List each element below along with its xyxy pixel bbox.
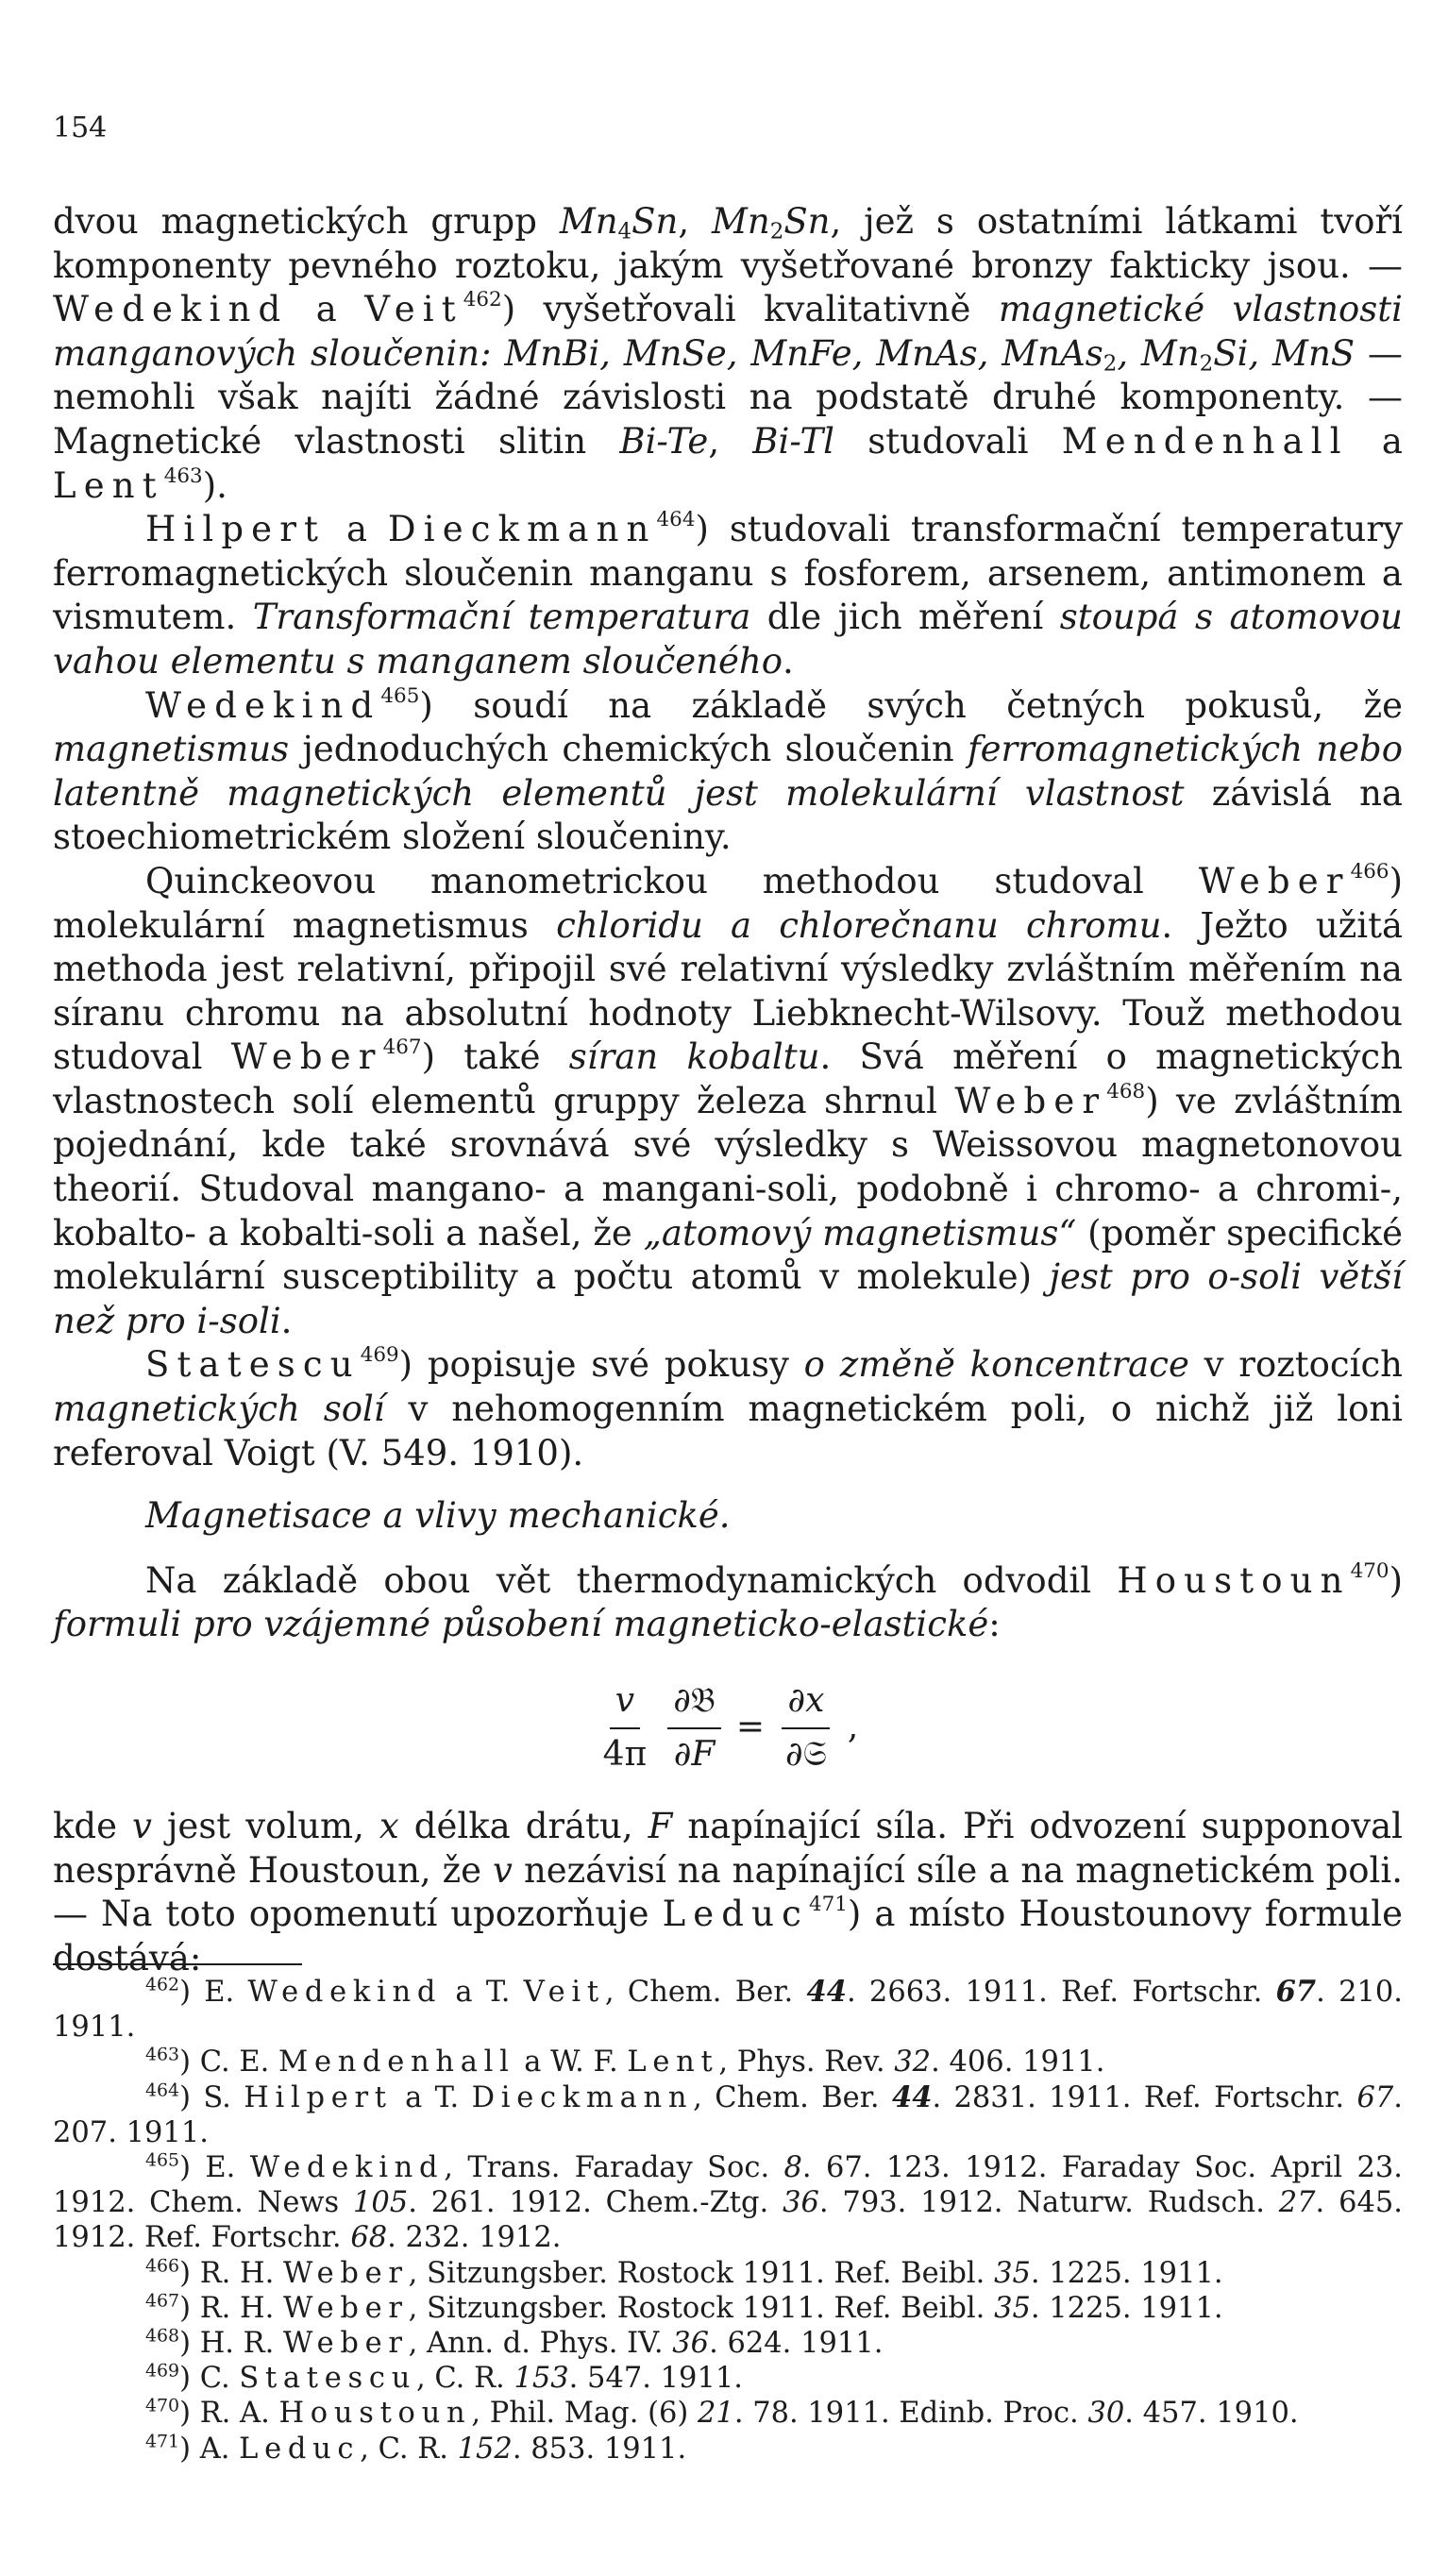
footnote: [53, 2291, 1403, 2326]
text-run: ) také: [421, 1036, 569, 1078]
text-run: stoupá s atomovou vahou elementu s manganem sloučeného: [53, 597, 1404, 682]
text-run: . 457. 1910.: [1124, 2397, 1299, 2431]
footnote: [53, 2045, 1403, 2079]
paragraph: [53, 1559, 1403, 1647]
text-run: S.: [191, 2080, 244, 2114]
footnote-ref: 466: [1350, 859, 1389, 884]
text-run: . 645. 1912. Ref. Fortschr.: [53, 2186, 1403, 2255]
author-name: Weber: [283, 2256, 409, 2290]
footnote-ref: 468: [1106, 1079, 1146, 1103]
text-run: C.: [191, 2362, 240, 2396]
text-run: . 67. 123. 1912. Faraday Soc. April 23. 1912. Chem. News: [53, 2151, 1403, 2220]
footnote-mark: 471: [145, 2431, 180, 2452]
author-name: Weber: [283, 2327, 409, 2361]
text-run: , Phys. Rev.: [718, 2046, 895, 2079]
text-run: , Ann. d. Phys. IV.: [408, 2327, 673, 2361]
text-run: ) studovali transformační temperatury ferromagnetických sloučenin manganu s fosforem, arsenem, antimonem a vismutem.: [53, 509, 1403, 638]
author-name: Lent: [627, 2046, 719, 2079]
text-run: v nehomogenním magnetickém poli, o nichž již loni referoval Voigt (V. 549. 1910).: [53, 1389, 1404, 1473]
formula-equals: =: [735, 1708, 765, 1747]
text-run: a: [326, 509, 388, 550]
text-run: o změně koncentrace: [803, 1344, 1189, 1386]
paragraph: [53, 1343, 1403, 1475]
text-run: 8: [783, 2151, 802, 2185]
text-run: 21: [698, 2397, 734, 2431]
paragraph: [53, 684, 1403, 860]
text-run: . 1225. 1911.: [1030, 2256, 1223, 2290]
text-run: 4: [617, 219, 632, 244]
text-run: C. E.: [191, 2046, 278, 2079]
text-run: dvou magnetických grupp: [53, 201, 560, 242]
footnote-mark: 467: [145, 2290, 180, 2312]
text-run: , Phil. Mag. (6): [471, 2397, 698, 2431]
text-run: 35: [994, 2291, 1031, 2325]
footnotes: [53, 1975, 1403, 2467]
text-run: H. R.: [191, 2327, 284, 2361]
text-run: a T.: [442, 1976, 524, 2009]
body-text: [53, 200, 1403, 1981]
author-name: Leduc: [239, 2432, 361, 2466]
text-run: 67: [1356, 2080, 1394, 2114]
text-run: Mn: [712, 201, 770, 242]
formula-f1-num: v: [610, 1679, 640, 1729]
text-run: A.: [191, 2432, 240, 2466]
text-run: napínající síla. Při odvození supponoval nesprávně Houstoun, že: [53, 1806, 1404, 1891]
paragraphs-end: [53, 1805, 1403, 1980]
formula-f3-num: ∂x: [782, 1679, 830, 1729]
text-run: , Trans. Faraday Soc.: [444, 2151, 784, 2185]
text-run: 2: [1199, 351, 1214, 377]
text-run: ,: [678, 201, 712, 242]
text-run: R. H.: [191, 2256, 284, 2290]
footnote-paren: ): [179, 2080, 191, 2114]
footnote: [53, 2396, 1403, 2431]
author-name: Houstoun: [278, 2397, 472, 2431]
paragraph: [53, 508, 1403, 683]
text-run: a: [288, 289, 365, 330]
text-run: . 2831. 1911. Ref. Fortschr.: [932, 2080, 1357, 2114]
author-name: Statescu: [239, 2362, 417, 2396]
text-run: .: [280, 1300, 293, 1341]
text-run: ): [1389, 1559, 1403, 1601]
text-run: . 210. 1911.: [53, 1976, 1403, 2045]
footnote: [53, 1975, 1403, 2045]
footnote: [53, 2361, 1403, 2396]
author-name: Veit: [364, 289, 463, 330]
formula-f3-den: ∂𝔖: [785, 1734, 827, 1774]
text-run: Transformační temperatura: [252, 597, 751, 638]
text-run: . 2663. 1911. Ref. Fortschr.: [846, 1976, 1276, 2009]
text-run: . Svá měření o magnetických vlastnostech solí elementů gruppy železa shrnul: [53, 1036, 1403, 1121]
footnote-paren: ): [179, 2397, 191, 2431]
author-name: Weber: [954, 1080, 1107, 1121]
text-run: ) molekulární magnetismus: [53, 860, 1403, 946]
footnote-ref: 471: [808, 1893, 848, 1917]
text-run: , C. R.: [360, 2432, 458, 2466]
text-run: ) soudí na základě svých četných pokusů, že: [419, 684, 1403, 726]
text-run: 36: [783, 2186, 819, 2220]
text-run: , Sitzungsber. Rostock 1911. Ref. Beibl.: [408, 2291, 995, 2325]
text-run: ) a místo Houstounovy formule dostává:: [53, 1894, 1403, 1978]
footnote-ref: 469: [360, 1343, 399, 1368]
text-run: , C. R.: [416, 2362, 514, 2396]
footnote-ref: 463: [163, 463, 203, 488]
text-run: ) vyšetřovali kvalitativně: [501, 289, 999, 330]
footnote-paren: ): [179, 2362, 191, 2396]
formula-fraction-3: [780, 1679, 833, 1776]
text-run: E.: [191, 1976, 248, 2009]
footnote-paren: ): [179, 2327, 191, 2361]
formula-trailing-comma: ,: [847, 1708, 859, 1747]
paragraph: [53, 1805, 1403, 1980]
text-run: délka drátu,: [398, 1806, 648, 1847]
author-name: Dieckmann: [471, 2080, 694, 2114]
text-run: nezávisí na napínající síle a na magnetickém poli. — Na toto opomenutí upozorňuje: [53, 1849, 1403, 1935]
text-run: 27: [1278, 2186, 1316, 2220]
footnote: [53, 2256, 1403, 2291]
text-run: dle jich měření: [750, 597, 1060, 638]
footnote-mark: 470: [145, 2396, 180, 2417]
author-name: Wedekind: [249, 2151, 445, 2185]
footnote-paren: ): [179, 2256, 191, 2290]
text-run: 30: [1087, 2397, 1125, 2431]
footnote-mark: 463: [145, 2045, 180, 2066]
text-run: 44: [891, 2079, 933, 2114]
author-name: Wedekind: [145, 684, 381, 726]
text-run: jest pro o-soli větší než pro i-soli: [53, 1256, 1403, 1341]
text-run: jednoduchých chemických sloučenin: [289, 729, 968, 770]
text-run: x: [379, 1806, 399, 1847]
text-run: , Chem. Ber.: [604, 1976, 807, 2009]
paragraph: [53, 860, 1403, 1344]
text-run: 36: [672, 2327, 710, 2361]
text-run: 35: [994, 2256, 1031, 2290]
footnote-ref: 464: [656, 508, 696, 532]
text-run: :: [988, 1604, 1001, 1645]
author-name: Weber: [230, 1036, 383, 1078]
text-run: 105: [352, 2186, 409, 2220]
text-run: v: [493, 1849, 513, 1891]
text-run: . 624. 1911.: [709, 2327, 884, 2361]
text-run: Bi-Tl: [752, 420, 835, 462]
text-run: v roztocích: [1188, 1344, 1403, 1386]
text-run: ,: [708, 420, 753, 462]
text-run: . 1225. 1911.: [1030, 2291, 1223, 2325]
footnote: [53, 2326, 1403, 2361]
paragraph: [53, 200, 1403, 508]
text-run: magnetické vlastnosti manganových sloučenin: MnBi, MnSe, MnFe, MnAs, MnAs: [53, 289, 1403, 374]
page-number: 154: [53, 111, 108, 144]
footnote-mark: 466: [145, 2255, 180, 2277]
text-run: Sn: [783, 201, 831, 242]
author-name: Weber: [283, 2291, 409, 2325]
text-run: ).: [202, 464, 227, 506]
text-run: .: [782, 640, 794, 682]
footnote-paren: ): [179, 2432, 191, 2466]
footnote-ref: 470: [1350, 1558, 1389, 1583]
footnote-paren: ): [179, 2151, 191, 2185]
formula-fraction-2: [667, 1679, 721, 1776]
footnote-paren: ): [179, 2291, 191, 2325]
text-run: jest volum,: [151, 1806, 379, 1847]
footnote-ref: 465: [380, 683, 420, 708]
text-run: závislá na stoechiometrickém složení sloučeniny.: [53, 772, 1403, 858]
text-run: R. H.: [191, 2291, 284, 2325]
text-run: ) popisuje své pokusy: [398, 1344, 804, 1386]
text-run: . 78. 1911. Edinb. Proc.: [733, 2397, 1088, 2431]
formula-f2-num: ∂𝔅: [667, 1679, 721, 1729]
text-run: . 853. 1911.: [512, 2432, 687, 2466]
text-run: Mn: [559, 201, 618, 242]
author-name: Statescu: [145, 1344, 361, 1386]
author-name: Dieckmann: [387, 509, 657, 550]
text-run: 153: [514, 2362, 569, 2396]
footnote-separator: [53, 1963, 302, 1965]
author-name: Houstoun: [1117, 1559, 1351, 1601]
footnote-mark: 465: [145, 2149, 180, 2171]
text-run: E.: [191, 2151, 250, 2185]
text-run: 68: [350, 2221, 388, 2255]
text-run: chloridu a chlorečnanu chromu: [556, 904, 1162, 946]
text-run: 32: [894, 2046, 932, 2079]
text-run: ) ve zvláštním pojednání, kde také srovnává své výsledky s Weissovou magnetonovou theorií. Studoval mangano- a mangani-soli, podobně i chromo- a chromi-, kobalto- a kobalti-soli a našel, že: [53, 1080, 1404, 1254]
text-run: 2: [1103, 351, 1118, 377]
footnote-mark: 462: [145, 1974, 180, 1995]
text-run: , Sitzungsber. Rostock 1911. Ref. Beibl.: [408, 2256, 995, 2290]
text-run: . Ježto užitá methoda jest relativní, připojil své relativní výsledky zvláštním měřením na síranu chromu na absolutní hodnoty Liebknecht-Wilsovy. Touž methodou studoval: [53, 904, 1403, 1078]
section-heading: Magnetisace a vlivy mechanické.: [145, 1495, 731, 1537]
text-run: 2: [769, 219, 784, 244]
text-run: „atomový magnetismus“: [643, 1212, 1077, 1254]
footnote-mark: 468: [145, 2325, 180, 2347]
text-run: Na základě obou vět thermodynamických odvodil: [145, 1559, 1118, 1601]
author-name: Weber: [1198, 860, 1351, 901]
text-run: studovali: [834, 420, 1062, 462]
footnote-ref: 467: [382, 1035, 422, 1060]
text-run: . 547. 1911.: [568, 2362, 743, 2396]
text-run: . 232. 1912.: [387, 2221, 562, 2255]
paragraphs-intro: [53, 1559, 1403, 1647]
text-run: a T.: [392, 2080, 472, 2114]
text-run: 67: [1275, 1975, 1317, 2009]
footnote-ref: 462: [463, 288, 502, 312]
author-name: Wedekind: [53, 289, 289, 330]
footnote-mark: 464: [145, 2079, 180, 2101]
text-run: kde: [53, 1806, 133, 1847]
formula-f1-den: 4π: [602, 1734, 648, 1774]
footnote: [53, 2432, 1403, 2467]
author-name: Mendenhall: [278, 2046, 515, 2079]
text-run: . 207. 1911.: [53, 2080, 1403, 2149]
text-run: . 406. 1911.: [931, 2046, 1105, 2079]
text-run: 44: [806, 1975, 847, 2009]
text-run: v: [132, 1806, 152, 1847]
text-run: (poměr specifické molekulární susceptibility a počtu atomů v molekule): [53, 1212, 1403, 1298]
text-run: , jež s ostatními látkami tvoří komponenty pevného roztoku, jakým vyšetřované bronzy fakticky jsou. —: [53, 201, 1403, 286]
text-run: — nemohli však najíti žádné závislosti na podstatě druhé komponenty. — Magnetické vlastnosti slitin: [53, 332, 1403, 462]
text-run: R. A.: [191, 2397, 279, 2431]
text-run: síran kobaltu: [568, 1036, 820, 1078]
text-run: formuli pro vzájemné působení magneticko-elastické: [53, 1604, 989, 1645]
text-run: Quinckeovou manometrickou methodou studoval: [145, 860, 1199, 901]
formula: [53, 1679, 1403, 1776]
text-run: , Mn: [1117, 332, 1200, 374]
text-run: magnetických solí: [53, 1389, 385, 1430]
author-name: Veit: [523, 1976, 605, 2009]
formula-fraction-1: [598, 1679, 653, 1776]
text-run: Sn: [631, 201, 679, 242]
footnote: [53, 2150, 1403, 2256]
text-run: a: [1348, 420, 1403, 462]
footnote-paren: ): [179, 2046, 191, 2079]
footnote-paren: ): [179, 1976, 191, 2009]
text-run: . 261. 1912. Chem.-Ztg.: [408, 2186, 783, 2220]
text-run: Si, MnS: [1213, 332, 1355, 374]
formula-f2-den: ∂F: [673, 1734, 716, 1774]
paragraphs-before: [53, 200, 1403, 1475]
text-run: 152: [457, 2432, 513, 2466]
text-run: magnetismus: [53, 729, 290, 770]
text-run: F: [648, 1806, 673, 1847]
text-run: ferromagnetických nebo latentně magnetických elementů jest molekulární vlastnost: [53, 729, 1403, 814]
text-run: , Chem. Ber.: [693, 2080, 892, 2114]
author-name: Wedekind: [247, 1976, 443, 2009]
author-name: Hilpert: [244, 2080, 393, 2114]
author-name: Mendenhall: [1061, 420, 1349, 462]
author-name: Leduc: [662, 1894, 809, 1935]
text-run: Bi-Te: [619, 420, 709, 462]
author-name: Hilpert: [145, 509, 327, 550]
text-run: a W. F.: [514, 2046, 628, 2079]
author-name: Lent: [53, 464, 164, 506]
text-run: . 793. 1912. Naturw. Rudsch.: [818, 2186, 1279, 2220]
footnote-mark: 469: [145, 2360, 180, 2382]
footnote: [53, 2080, 1403, 2150]
